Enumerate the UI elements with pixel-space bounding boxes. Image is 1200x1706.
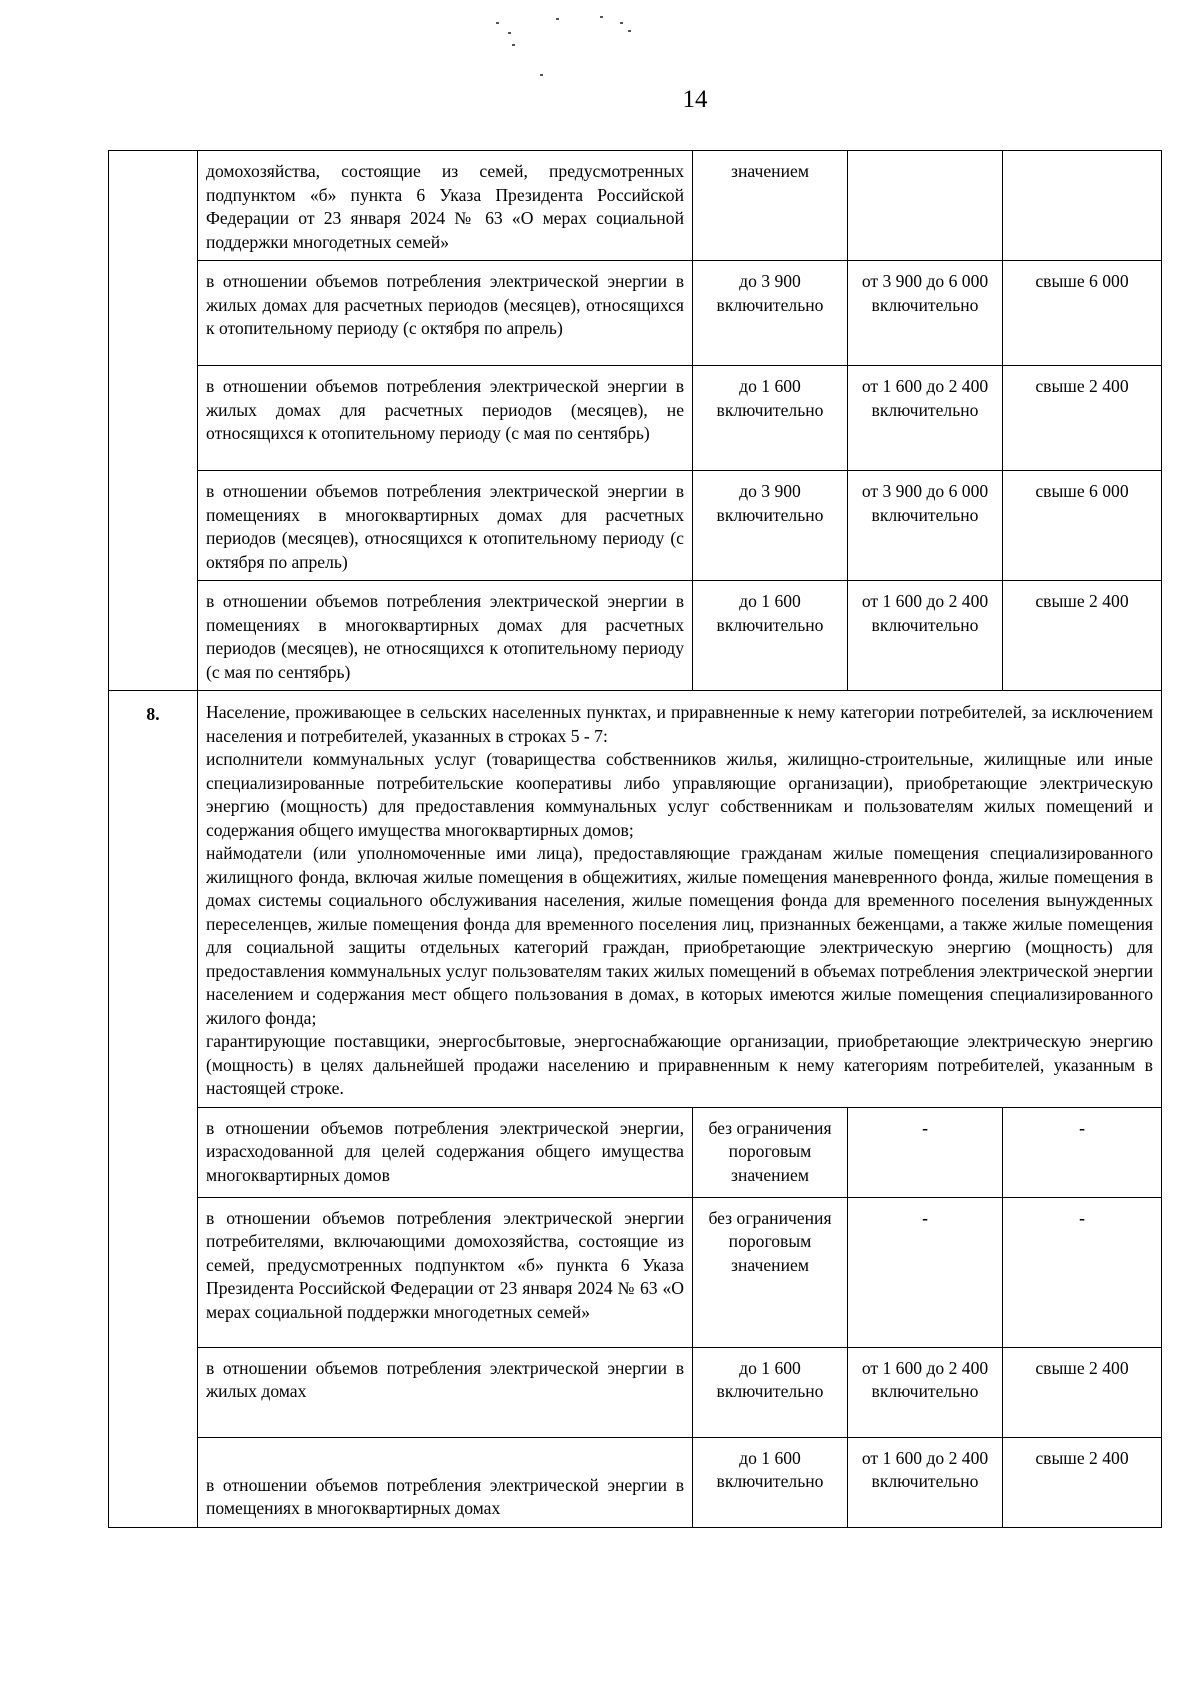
- range-mid: от 1 600 до 2 400 включительно: [848, 581, 1003, 691]
- table-row: [109, 261, 1162, 366]
- range-low: до 1 600 включительно: [693, 1347, 848, 1437]
- range-mid: -: [848, 1107, 1003, 1197]
- table-row: [109, 581, 1162, 691]
- range-high: свыше 2 400: [1003, 366, 1162, 471]
- row-description: домохозяйства, состоящие из семей, предусмотренных подпунктом «б» пункта 6 Указа Президента Российской Федерации от 23 января 2024 № 63 «О мерах социальной поддержки многодетных семей»: [198, 151, 693, 261]
- section-description: [198, 691, 1162, 1108]
- section-row: [109, 691, 1162, 1108]
- row-description: в отношении объемов потребления электрической энергии в помещениях в многоквартирных домах: [198, 1437, 693, 1527]
- range-low: до 3 900 включительно: [693, 261, 848, 366]
- section-paragraph: гарантирующие поставщики, энергосбытовые, энергоснабжающие организации, приобретающие электрическую энергию (мощность) в целях дальнейшей продажи населению и приравненным к нему категориям потребителей, указанным в настоящей строке.: [206, 1031, 1153, 1098]
- row-description: в отношении объемов потребления электрической энергии потребителями, включающими домохозяйства, состоящие из семей, предусмотренных подпунктом «б» пункта 6 Указа Президента Российской Федерации от 23 января 2024 № 63 «О мерах социальной поддержки многодетных семей»: [198, 1197, 693, 1347]
- section-paragraph: наймодатели (или уполномоченные ими лица), предоставляющие гражданам жилые помещения специализированного жилищного фонда, включая жилые помещения в общежитиях, жилые помещения маневренного фонда, жилые помещения в домах системы социального обслуживания населения, жилые помещения фонда для временного поселения вынужденных переселенцев, жилые помещения фонда для временного поселения лиц, признанных беженцами, а также жилые помещения для социальной защиты отдельных категорий граждан, приобретающие электрическую энергию (мощность) для предоставления коммунальных услуг пользователям таких жилых помещений в объемах потребления электрической энергии населением и содержания мест общего пользования в домах, в которых имеются жилые помещения специализированного жилого фонда;: [206, 843, 1153, 1028]
- scan-specks: [490, 10, 710, 80]
- range-mid: от 1 600 до 2 400 включительно: [848, 1437, 1003, 1527]
- range-low: до 1 600 включительно: [693, 366, 848, 471]
- row-description: в отношении объемов потребления электрической энергии в помещениях в многоквартирных домах для расчетных периодов (месяцев), не относящихся к отопительному периоду (с мая по сентябрь): [198, 581, 693, 691]
- row-number-cell: [109, 151, 198, 691]
- range-high: свыше 2 400: [1003, 581, 1162, 691]
- row-description: в отношении объемов потребления электрической энергии в жилых домах для расчетных периодов (месяцев), относящихся к отопительному периоду (с октября по апрель): [198, 261, 693, 366]
- table-row: [109, 366, 1162, 471]
- table-row: [109, 1107, 1162, 1197]
- range-high: [1003, 151, 1162, 261]
- range-high: -: [1003, 1197, 1162, 1347]
- row-description: в отношении объемов потребления электрической энергии в жилых домах для расчетных периодов (месяцев), не относящихся к отопительному периоду (с мая по сентябрь): [198, 366, 693, 471]
- range-mid: от 3 900 до 6 000 включительно: [848, 471, 1003, 581]
- range-mid: от 3 900 до 6 000 включительно: [848, 261, 1003, 366]
- section-paragraph: Население, проживающее в сельских населенных пунктах, и приравненные к нему категории потребителей, за исключением населения и потребителей, указанных в строках 5 - 7:: [206, 702, 1153, 746]
- table-row: [109, 1437, 1162, 1527]
- table-row: [109, 471, 1162, 581]
- tariff-table: [108, 150, 1162, 1528]
- range-low: значением: [693, 151, 848, 261]
- range-low: до 1 600 включительно: [693, 581, 848, 691]
- table-row: [109, 1197, 1162, 1347]
- row-description: в отношении объемов потребления электрической энергии в жилых домах: [198, 1347, 693, 1437]
- section-number: 8.: [109, 691, 198, 1528]
- range-high: свыше 6 000: [1003, 261, 1162, 366]
- range-low: до 1 600 включительно: [693, 1437, 848, 1527]
- range-mid: -: [848, 1197, 1003, 1347]
- range-low: без ограничения пороговым значением: [693, 1107, 848, 1197]
- range-mid: от 1 600 до 2 400 включительно: [848, 366, 1003, 471]
- range-high: -: [1003, 1107, 1162, 1197]
- table-row: [109, 151, 1162, 261]
- range-high: свыше 2 400: [1003, 1437, 1162, 1527]
- range-high: свыше 2 400: [1003, 1347, 1162, 1437]
- range-low: без ограничения пороговым значением: [693, 1197, 848, 1347]
- range-mid: [848, 151, 1003, 261]
- table-row: [109, 1347, 1162, 1437]
- range-high: свыше 6 000: [1003, 471, 1162, 581]
- range-low: до 3 900 включительно: [693, 471, 848, 581]
- row-description: в отношении объемов потребления электрической энергии, израсходованной для целей содержания общего имущества многоквартирных домов: [198, 1107, 693, 1197]
- page-number: 14: [682, 86, 708, 113]
- row-description: в отношении объемов потребления электрической энергии в помещениях в многоквартирных домах для расчетных периодов (месяцев), относящихся к отопительному периоду (с октября по апрель): [198, 471, 693, 581]
- range-mid: от 1 600 до 2 400 включительно: [848, 1347, 1003, 1437]
- section-paragraph: исполнители коммунальных услуг (товарищества собственников жилья, жилищно-строительные, жилищные или иные специализированные потребительские кооперативы либо управляющие организации), приобретающие электрическую энергию (мощность) для предоставления коммунальных услуг собственникам и пользователям жилых помещений и содержания общего имущества многоквартирных домов;: [206, 749, 1153, 840]
